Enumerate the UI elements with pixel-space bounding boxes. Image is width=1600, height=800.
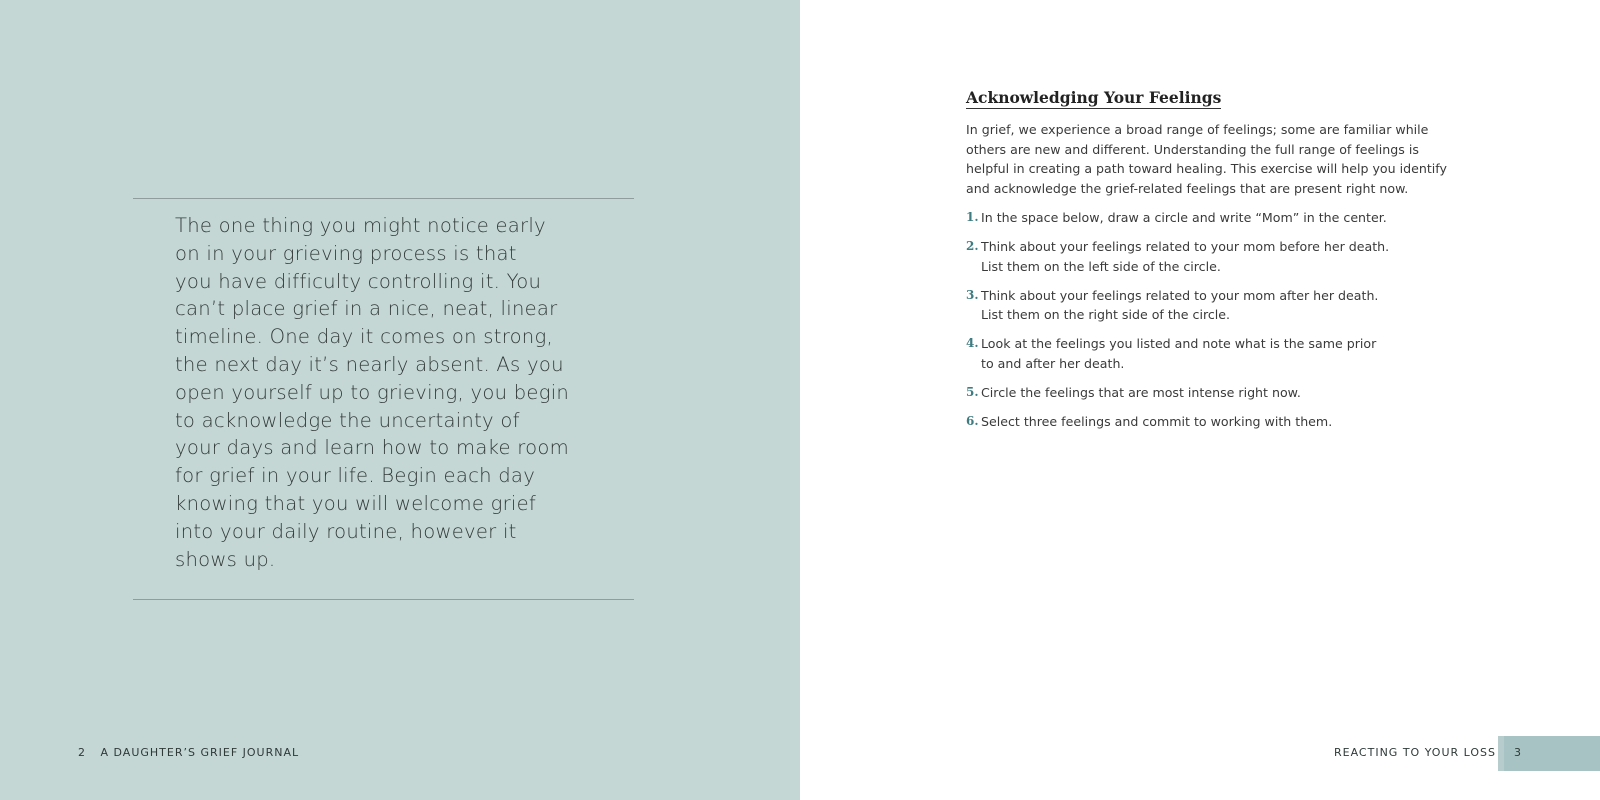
step-text: List them on the right side of the circle. bbox=[981, 307, 1231, 322]
pull-quote-line: for grief in your life. Begin each day bbox=[175, 464, 536, 488]
step-number: 6. bbox=[966, 413, 979, 428]
pull-quote-line: the next day it’s nearly absent. As you bbox=[175, 352, 564, 376]
step-text: to and after her death. bbox=[981, 355, 1125, 371]
intro-line: others are new and different. Understanding the full range of feelings is bbox=[966, 141, 1419, 157]
left-page-footer bbox=[78, 746, 299, 759]
step-text: Select three feelings and commit to working with them. bbox=[981, 413, 1333, 429]
step-text: Look at the feelings you listed and note what is the same prior bbox=[981, 336, 1377, 351]
step-number: 4. bbox=[966, 336, 979, 350]
step-text: List them on the left side of the circle. bbox=[981, 258, 1221, 274]
chapter-title: REACTING TO YOUR LOSS bbox=[1334, 746, 1497, 759]
step-text: Think about your feelings related to your mom before her death. bbox=[981, 239, 1390, 254]
step-number: 1. bbox=[966, 210, 979, 224]
step-text: In the space below, draw a circle and write “Mom” in the center. bbox=[981, 210, 1387, 225]
step-number: 3. bbox=[966, 287, 979, 302]
step-item bbox=[966, 237, 1486, 276]
step-item bbox=[966, 383, 1486, 403]
pull-quote-line: The one thing you might notice early bbox=[175, 214, 546, 237]
intro-line: In grief, we experience a broad range of feelings; some are familiar while bbox=[966, 122, 1429, 137]
step-item bbox=[966, 208, 1486, 228]
step-text: Think about your feelings related to your mom after her death. bbox=[981, 287, 1379, 303]
pull-quote-line: knowing that you will welcome grief bbox=[175, 491, 537, 515]
pull-quote-line: on in your grieving process is that bbox=[175, 241, 517, 265]
intro-line: and acknowledge the grief-related feelings that are present right now. bbox=[966, 180, 1409, 196]
pull-quote-line: your days and learn how to make room bbox=[175, 436, 569, 460]
pull-quote-line: open yourself up to grieving, you begin bbox=[175, 380, 570, 404]
pull-quote-line: timeline. One day it comes on strong, bbox=[175, 325, 553, 349]
quote-top-rule bbox=[133, 198, 634, 199]
pull-quote-line: you have difficulty controlling it. You bbox=[175, 269, 542, 293]
book-title: A DAUGHTER’S GRIEF JOURNAL bbox=[100, 746, 300, 759]
right-page-number: 3 bbox=[1514, 746, 1521, 759]
step-item bbox=[966, 412, 1486, 432]
pull-quote-line: to acknowledge the uncertainty of bbox=[175, 408, 520, 432]
pull-quote bbox=[175, 212, 595, 573]
intro-line: helpful in creating a path toward healing. This exercise will help you identify bbox=[966, 161, 1447, 176]
pull-quote-line: can’t place grief in a nice, neat, linear bbox=[175, 297, 558, 321]
pull-quote-line: shows up. bbox=[175, 547, 276, 571]
section-heading: Acknowledging Your Feelings bbox=[966, 88, 1222, 107]
step-number: 2. bbox=[966, 239, 979, 253]
step-text: Circle the feelings that are most intense right now. bbox=[981, 384, 1301, 400]
exercise-steps bbox=[966, 208, 1486, 441]
intro-paragraph bbox=[966, 120, 1486, 198]
left-page-number: 2 bbox=[78, 746, 86, 759]
pull-quote-line: into your daily routine, however it bbox=[175, 519, 517, 543]
step-item bbox=[966, 334, 1486, 373]
step-item bbox=[966, 286, 1486, 325]
step-number: 5. bbox=[966, 384, 979, 399]
quote-bottom-rule bbox=[133, 599, 634, 600]
